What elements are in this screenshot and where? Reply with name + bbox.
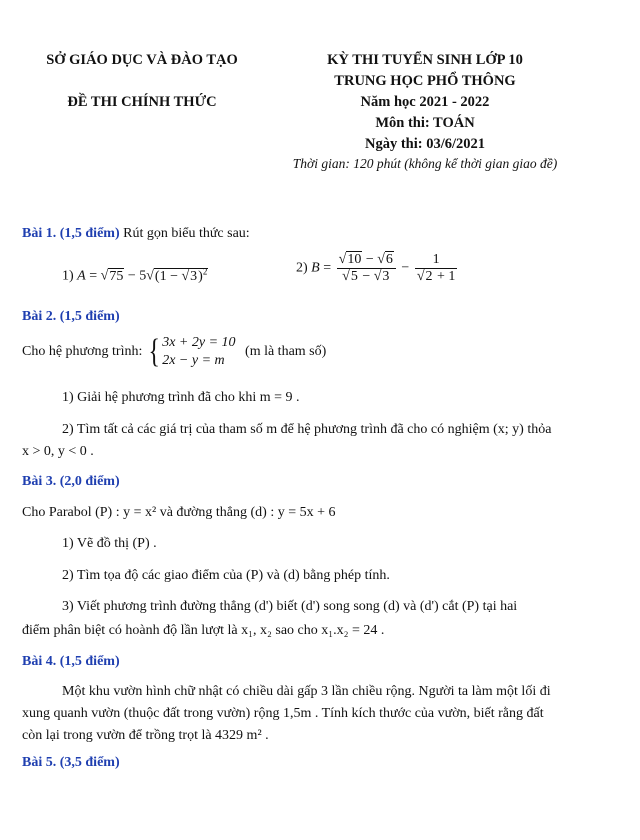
bai2-q2-line2: x > 0, y < 0 . <box>22 444 94 459</box>
bai2-eq2: 2x − y = m <box>162 353 225 368</box>
bai4-title: Bài 4. (1,5 điểm) <box>22 654 120 669</box>
header-year: Năm học 2021 - 2022 <box>360 94 490 110</box>
bai2-eq1: 3x + 2y = 10 <box>162 335 236 350</box>
bai1-p2-label: 2) <box>296 260 308 276</box>
bai3-q1: 1) Vẽ đồ thị (P) . <box>62 536 157 551</box>
bai2-q2-line1: 2) Tìm tất cả các giá trị của tham số m để hệ phương trình đã cho có nghiệm (x; y) thỏa <box>62 422 552 437</box>
bai2-system: Cho hệ phương trình: { 3x + 2y = 10 2x − y = m (m là tham số) <box>22 333 327 370</box>
bai2-intro: Cho hệ phương trình: <box>22 344 143 359</box>
header-time: Thời gian: 120 phút (không kể thời gian giao đề) <box>292 156 558 171</box>
bai3-title: Bài 3. (2,0 điểm) <box>22 474 120 489</box>
bai2-title: Bài 2. (1,5 điểm) <box>22 309 120 324</box>
bai3-q3-line2: điểm phân biệt có hoành độ lần lượt là x₁, x₂ sao cho x₁.x₂ = 24 . <box>22 623 385 638</box>
bai4-text-line1: Một khu vườn hình chữ nhật có chiều dài gấp 3 lần chiều rộng. Người ta làm một lối đi <box>62 684 551 699</box>
header-title-2: TRUNG HỌC PHỔ THÔNG <box>334 73 516 89</box>
header-title-1: KỲ THI TUYỂN SINH LỚP 10 <box>327 52 523 68</box>
header-exam-type: ĐỀ THI CHÍNH THỨC <box>67 94 217 110</box>
bai1-intro: Rút gọn biểu thức sau: <box>123 226 250 241</box>
bai5-title: Bài 5. (3,5 điểm) <box>22 755 120 770</box>
bai2-q1: 1) Giải hệ phương trình đã cho khi m = 9 . <box>62 390 300 405</box>
header-date: Ngày thi: 03/6/2021 <box>364 136 486 152</box>
bai3-intro: Cho Parabol (P) : y = x² và đường thẳng (d) : y = 5x + 6 <box>22 505 336 520</box>
bai1-row <box>22 223 618 245</box>
header-org: SỞ GIÁO DỤC VÀ ĐÀO TẠO <box>46 52 238 68</box>
bai1-expression-b: 2) B = $\frac{√10 - √6}{√5 - √3}$ − $\frac{1}{√2 + 1}$ <box>296 252 456 284</box>
bai3-q3-line1: 3) Viết phương trình đường thẳng (d') biết (d') song song (d) và (d') cắt (P) tại hai <box>62 599 518 614</box>
bai1-title: Bài 1. (1,5 điểm) <box>22 226 120 241</box>
bai1-p1-label: 1) <box>62 268 74 284</box>
bai4-text-line3: còn lại trong vườn để trồng trọt là 4329 m² . <box>22 728 269 743</box>
bai2-param-note: (m là tham số) <box>245 344 327 359</box>
bai3-q2: 2) Tìm tọa độ các giao điểm của (P) và (d) bằng phép tính. <box>62 568 390 583</box>
bai1-expression-a: 1) $A = √75 - 5√(1 - √3)^2$ <box>62 266 208 284</box>
bai4-text-line2: xung quanh vườn (thuộc đất trong vườn) rộng 1,5m . Tính kích thước của vườn, biết rằng đất <box>22 706 544 721</box>
header-subject: Môn thi: TOÁN <box>375 115 475 131</box>
